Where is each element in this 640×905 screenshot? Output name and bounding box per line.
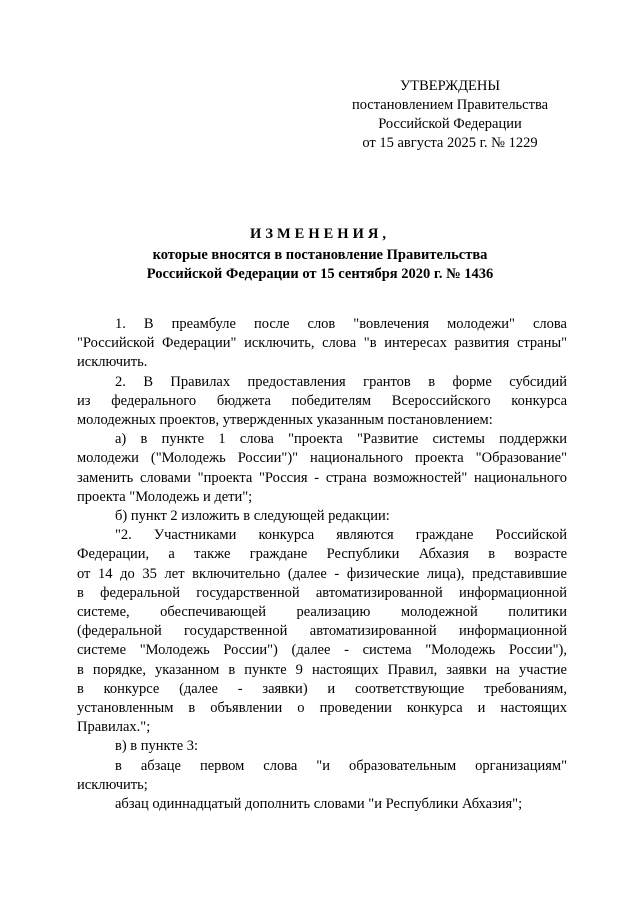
approval-stamp [325, 77, 575, 153]
document-body [77, 315, 567, 814]
text-line: в порядке, указанном в пункте 9 настоящих Правил, заявки на участие [77, 661, 567, 678]
subtitle-line-1: которые вносятся в постановление Правительства [152, 247, 488, 263]
text-line: от 14 до 35 лет включительно (далее - физические лица), представившие [77, 565, 567, 582]
text-line: "2. Участниками конкурса являются граждане Российской [115, 527, 567, 544]
text-line: исключить. [77, 354, 148, 371]
text-line: 1. В преамбуле после слов "вовлечения молодежи" слова [115, 316, 567, 332]
text-line: заменить словами "проекта "Россия - страна возможностей" национального [77, 469, 567, 486]
paragraph-2 [77, 373, 567, 431]
document-title: ИЗМЕНЕНИЯ, [250, 226, 390, 242]
paragraph-8 [77, 795, 567, 814]
document-subtitle [0, 246, 640, 284]
text-line: а) в пункте 1 слова "проекта "Развитие системы поддержки [115, 431, 567, 448]
text-line: установленным в объявлении о проведении конкурса и настоящих [77, 700, 567, 717]
approval-line-1: УТВЕРЖДЕНЫ [399, 78, 501, 94]
paragraph-5 [77, 526, 567, 737]
text-line: в федеральной государственной автоматизированной информационной [77, 584, 567, 601]
text-line: системе "Молодежь России") (далее - система "Молодежь России"), [77, 642, 567, 659]
text-line: из федерального бюджета победителям Всероссийского конкурса [77, 392, 567, 409]
approval-line-2: постановлением Правительства [351, 97, 549, 113]
approval-line-4: от 15 августа 2025 г. № 1229 [362, 135, 538, 151]
text-line: проекта "Молодежь и дети"; [77, 488, 253, 505]
text-line: системе, обеспечивающей реализацию молодежной политики [77, 604, 567, 621]
text-line: в) в пункте 3: [115, 738, 199, 755]
text-line: Правилах."; [77, 719, 151, 736]
approval-line-3: Российской Федерации [378, 116, 522, 132]
paragraph-3 [77, 430, 567, 507]
text-line: в конкурсе (далее - заявки) и соответствующие требованиям, [77, 680, 567, 697]
paragraph-1 [77, 315, 567, 373]
text-line: исключить; [77, 776, 148, 793]
text-line: в абзаце первом слова "и образовательным организациям" [115, 757, 567, 774]
text-line: молодежи ("Молодежь России")" национального проекта "Образование" [77, 450, 567, 467]
text-line: "Российской Федерации" исключить, слова "в интересах развития страны" [77, 335, 567, 352]
text-line: Федерации, а также граждане Республики Абхазия в возрасте [77, 546, 567, 563]
text-line: 2. В Правилах предоставления грантов в форме субсидий [115, 373, 567, 390]
paragraph-7 [77, 757, 567, 795]
text-line: абзац одиннадцатый дополнить словами "и Республики Абхазия"; [115, 796, 523, 813]
subtitle-line-2: Российской Федерации от 15 сентября 2020 г. № 1436 [146, 266, 494, 282]
text-line: молодежных проектов, утвержденных указанным постановлением: [77, 412, 493, 429]
paragraph-6 [77, 737, 567, 756]
text-line: (федеральной государственной автоматизированной информационной [77, 623, 567, 640]
text-line: б) пункт 2 изложить в следующей редакции: [115, 508, 390, 525]
paragraph-4 [77, 507, 567, 526]
